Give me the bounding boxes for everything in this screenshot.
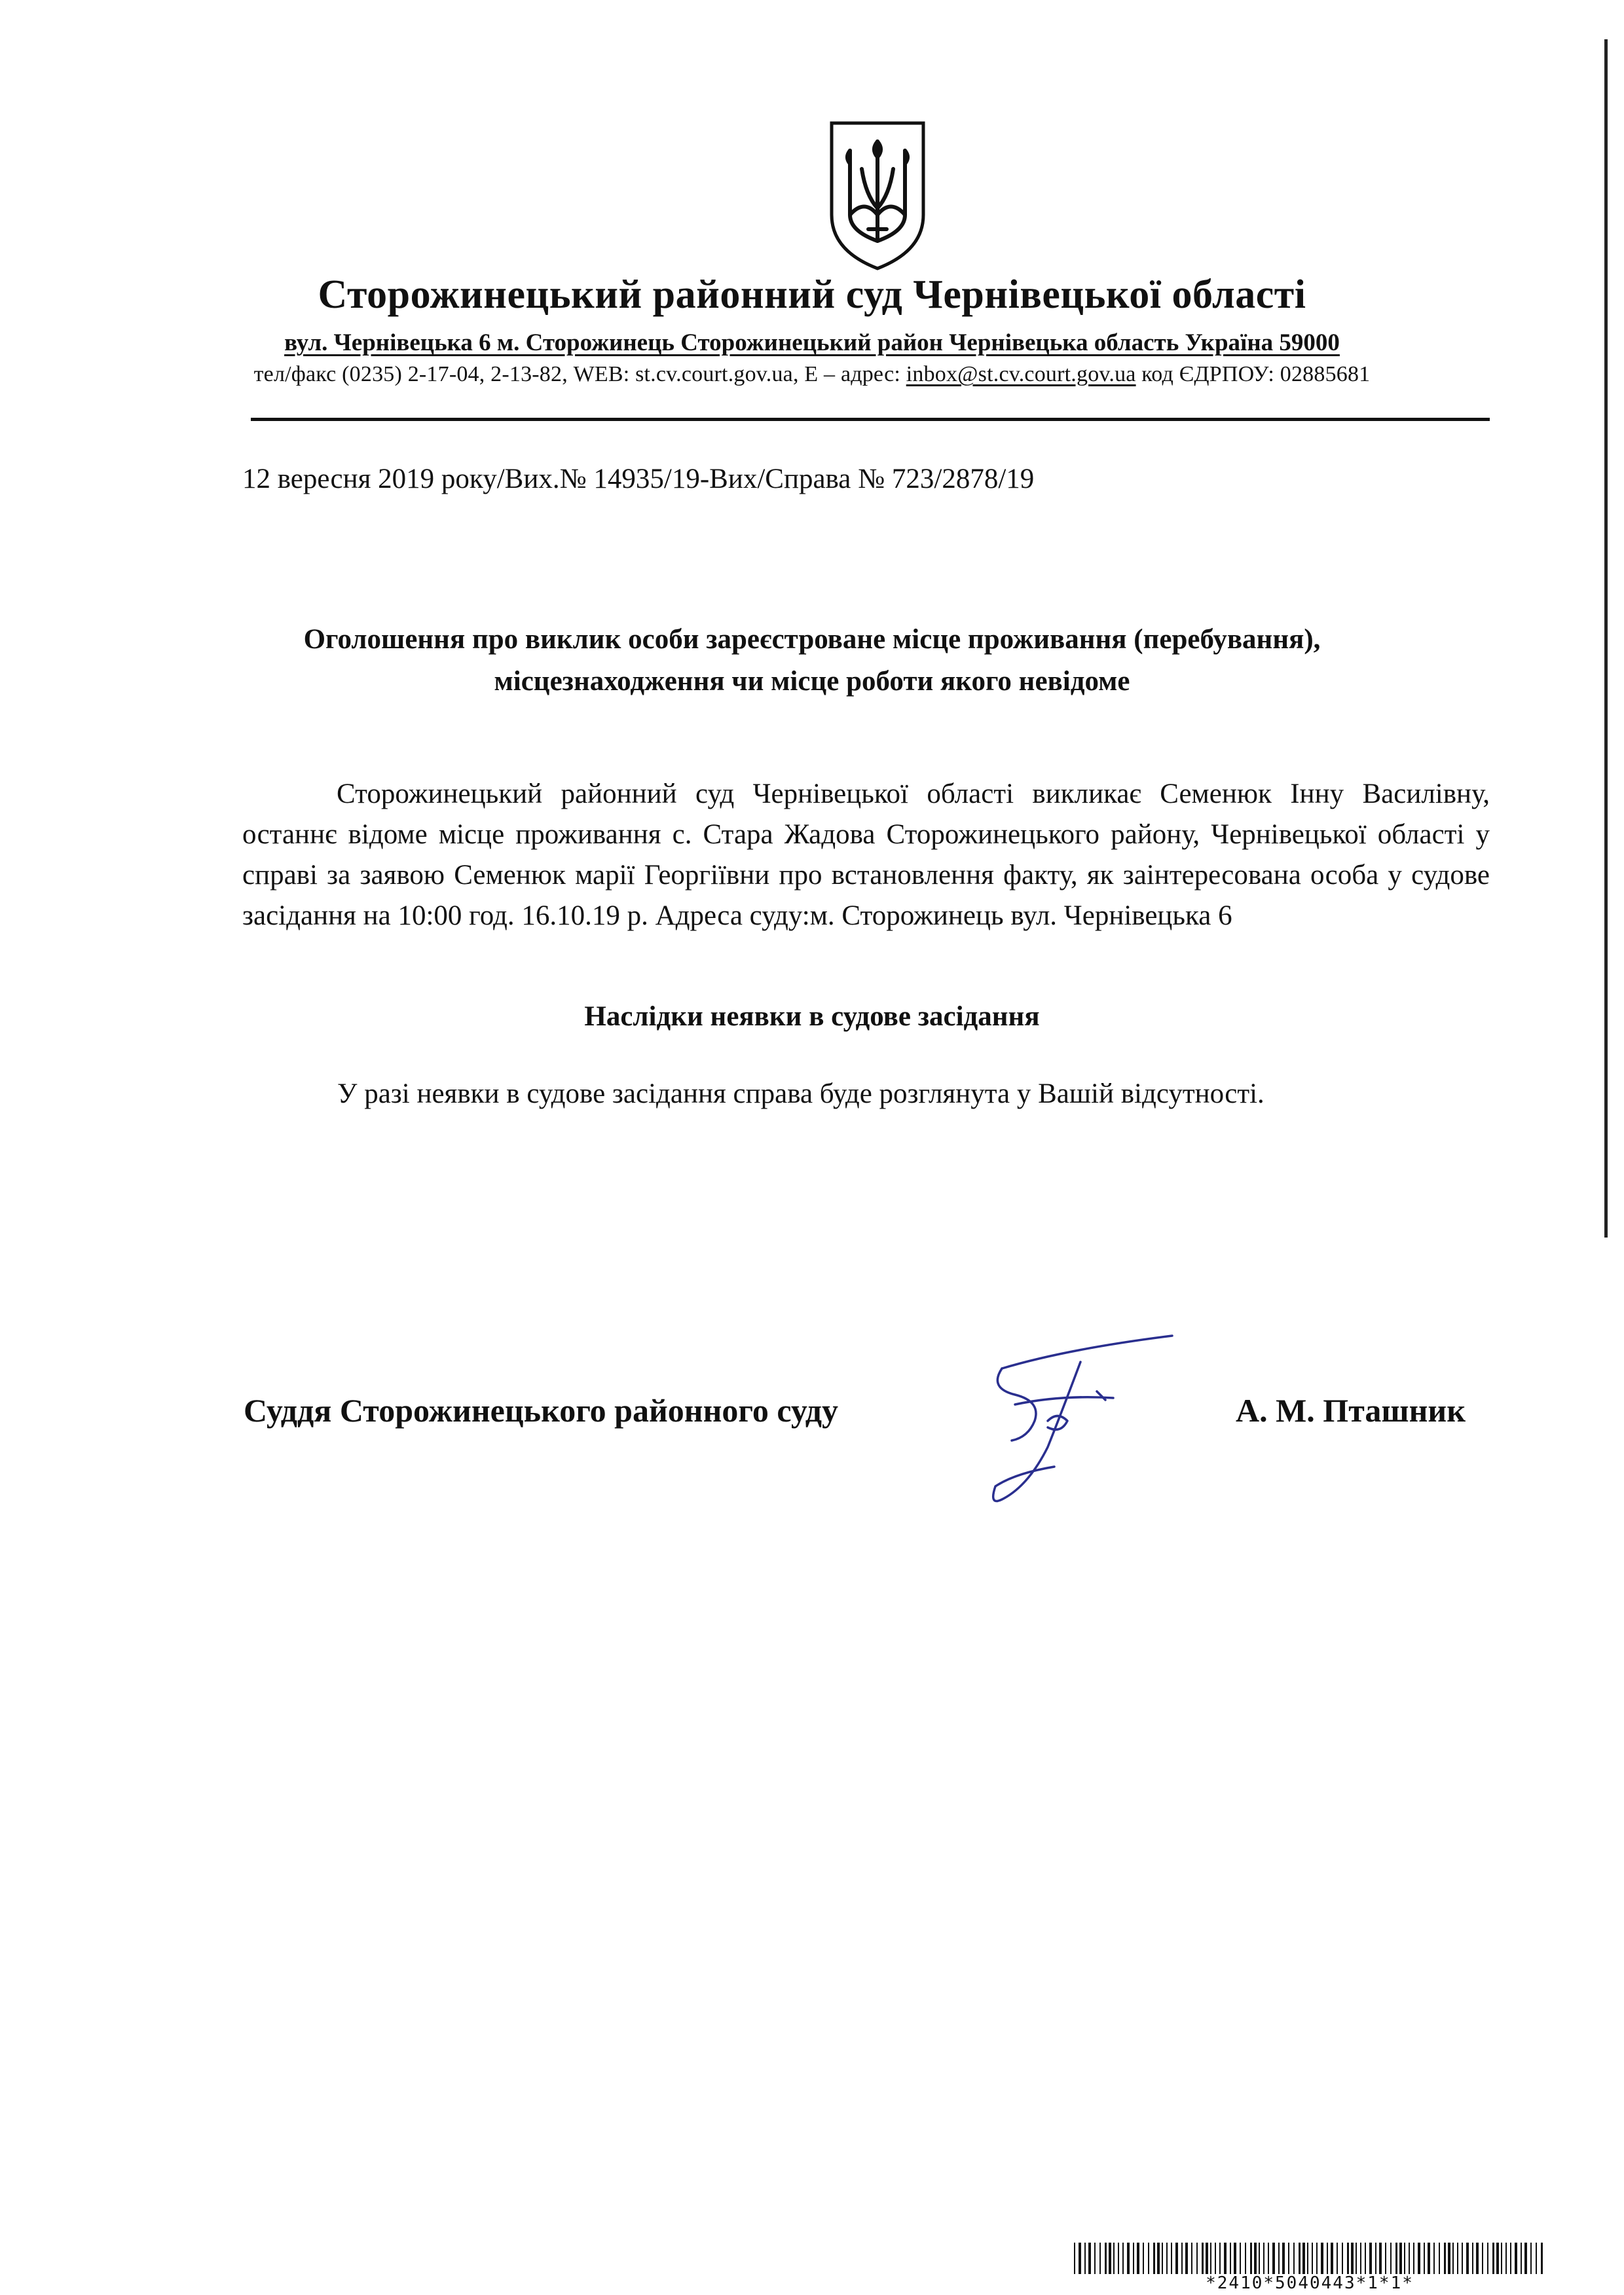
court-name: Сторожинецький районний суд Чернівецької області	[318, 272, 1306, 317]
barcode-text: *2410*5040443*1*1*	[1206, 2273, 1414, 2293]
court-address	[0, 329, 1624, 357]
notice-title	[196, 619, 1428, 703]
handwritten-signature-icon	[950, 1323, 1179, 1519]
notice-title-line-2: місцезнаходження чи місце роботи якого невідоме	[494, 666, 1130, 697]
court-address-text: вул. Чернівецька 6 м. Сторожинець Сторожинецький район Чернівецька область Україна 59000	[284, 329, 1340, 356]
court-contacts	[0, 362, 1624, 387]
notice-title-line-1: Оголошення про виклик особи зареєстроване місце проживання (перебування),	[303, 624, 1321, 655]
judge-title: Суддя Сторожинецького районного суду	[244, 1392, 839, 1429]
notice-body: Сторожинецький районний суд Чернівецької області викликає Семенюк Інну Василівну, останнє відоме місце проживання с. Стара Жадова Сторожинецького району, Чернівецької області у справі за заявою Семенюк марії Георгіївни про встановлення факту, як заінтересована особа у судове засідання на 10:00 год. 16.10.19 р. Адреса суду:м. Сторожинець вул. Чернівецька 6	[242, 779, 1490, 931]
contact-suffix: код ЄДРПОУ: 02885681	[1135, 362, 1371, 386]
trident-emblem-icon	[819, 117, 936, 274]
contact-prefix: тел/факс (0235) 2-17-04, 2-13-82, WEB: st.cv.court.gov.ua, E – адрес:	[253, 362, 906, 386]
consequence-title: Наслідки неявки в судове засідання	[584, 1001, 1040, 1032]
reference-line: 12 вересня 2019 року/Вих.№ 14935/19-Вих/Справа № 723/2878/19	[242, 464, 1035, 494]
consequence-text: У разі неявки в судове засідання справа буде розглянута у Вашій відсутності.	[337, 1078, 1264, 1109]
court-email-link[interactable]: inbox@st.cv.court.gov.ua	[906, 362, 1136, 386]
barcode-icon	[1074, 2243, 1545, 2274]
judge-name: А. М. Пташник	[1236, 1392, 1466, 1429]
scan-edge-line	[1604, 39, 1608, 1238]
header-divider	[251, 418, 1490, 421]
